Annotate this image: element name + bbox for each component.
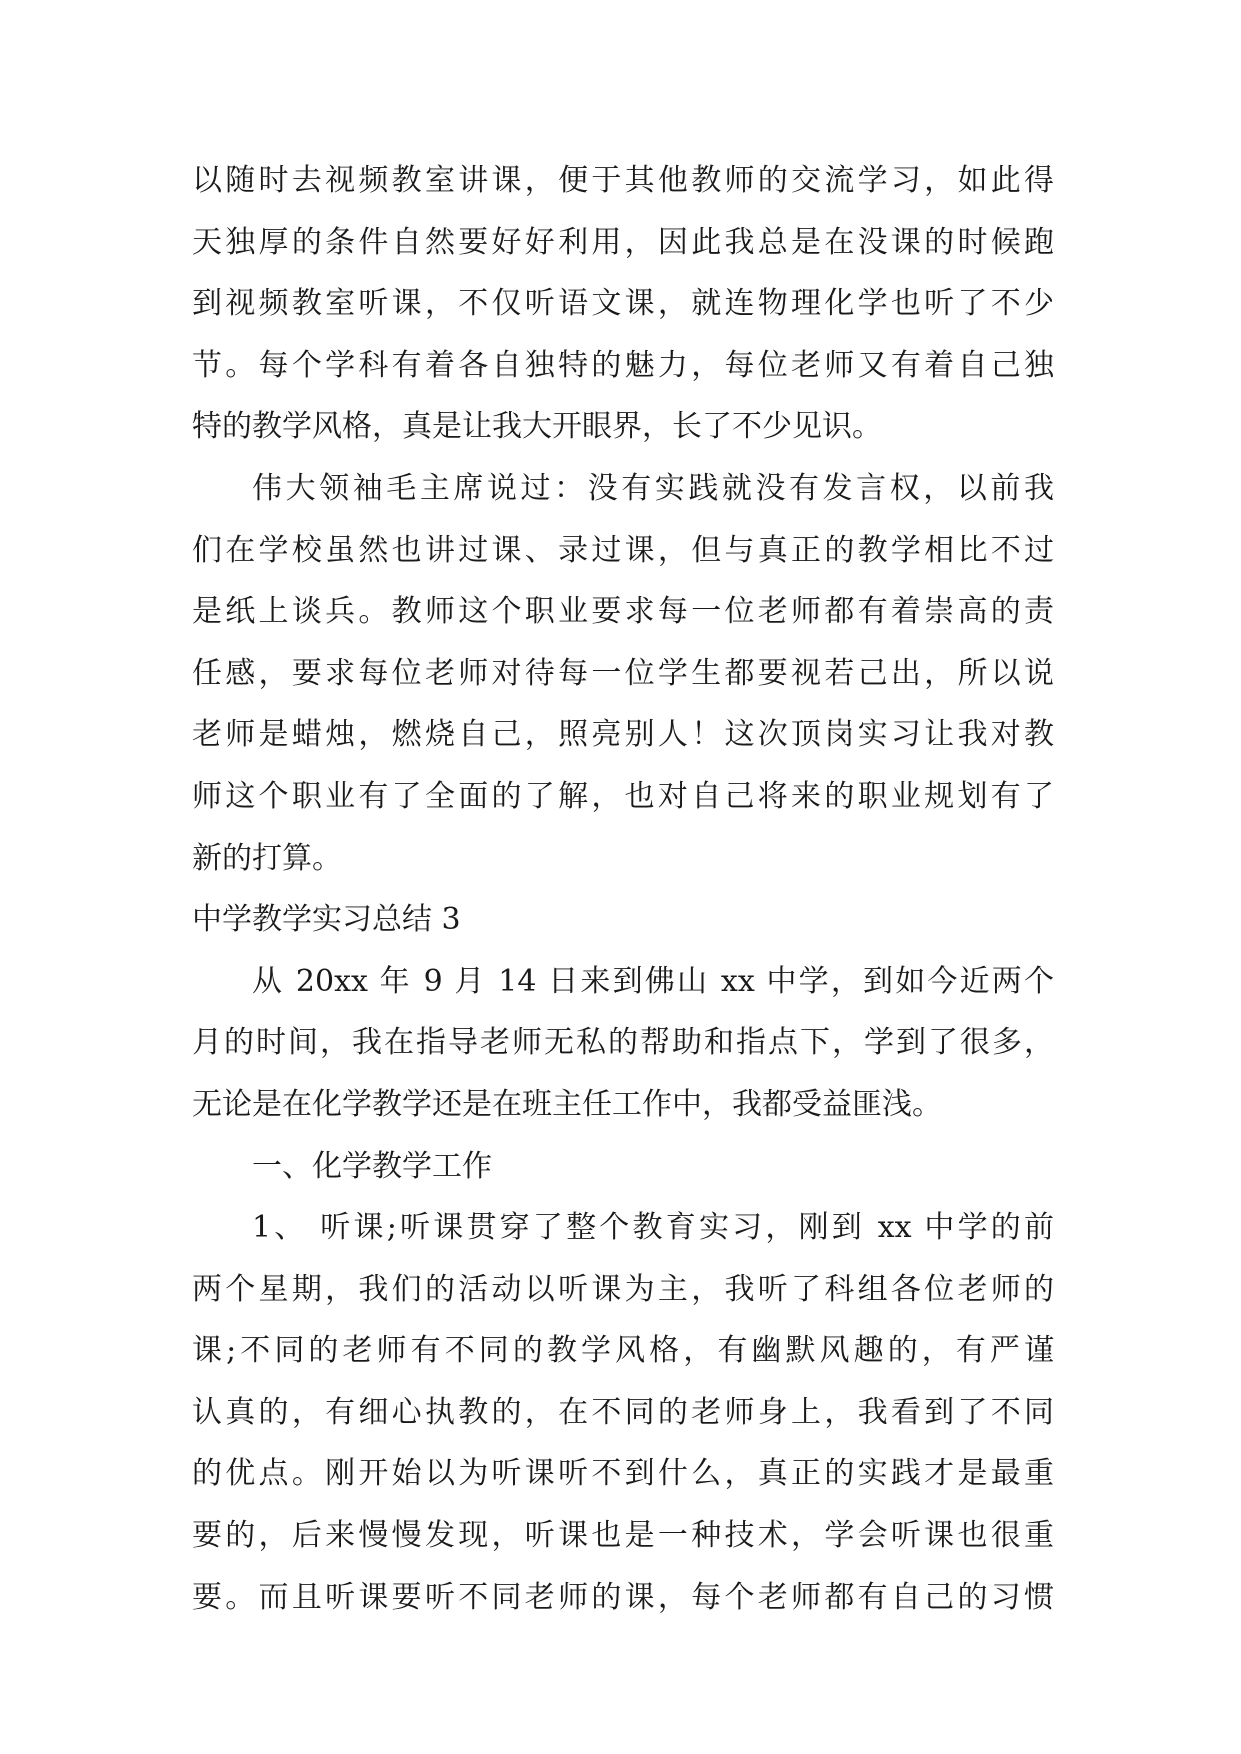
text-line: 从 20xx 年 9 月 14 日来到佛山 xx 中学，到如今近两个: [252, 963, 1054, 999]
section-heading: 中学教学实习总结 3: [192, 902, 461, 938]
text-line: 要。而且听课要听不同老师的课，每个老师都有自己的习惯: [192, 1579, 1054, 1615]
text-line: 以随时去视频教室讲课，便于其他教师的交流学习，如此得: [192, 163, 1054, 198]
text-line: 节。每个学科有着各自独特的魅力，每位老师又有着自己独: [192, 347, 1054, 383]
paragraph: [192, 458, 1054, 889]
text-line: 到视频教室听课，不仅听语文课，就连物理化学也听了不少: [192, 286, 1054, 322]
paragraph: [192, 951, 1054, 1136]
text-line: 1、 听课;听课贯穿了整个教育实习，刚到 xx 中学的前: [252, 1210, 1054, 1246]
text-line: 无论是在化学教学还是在班主任工作中，我都受益匪浅。: [192, 1086, 942, 1122]
text-line: 是纸上谈兵。教师这个职业要求每一位老师都有着崇高的责: [192, 594, 1054, 630]
paragraph: [192, 150, 1054, 458]
subheading: [192, 1136, 1054, 1198]
text-line: 两个星期，我们的活动以听课为主，我听了科组各位老师的: [192, 1271, 1054, 1307]
text-line: 老师是蜡烛，燃烧自己，照亮别人！这次顶岗实习让我对教: [192, 717, 1054, 753]
text-line: 要的，后来慢慢发现，听课也是一种技术，学会听课也很重: [192, 1518, 1054, 1554]
text-line: 的优点。刚开始以为听课听不到什么，真正的实践才是最重: [192, 1456, 1054, 1492]
paragraph: [192, 1197, 1054, 1628]
subheading-line: 一、化学教学工作: [252, 1148, 492, 1184]
text-line: 们在学校虽然也讲过课、录过课，但与真正的教学相比不过: [192, 532, 1054, 568]
text-line: 新的打算。: [192, 840, 342, 876]
text-line: 课;不同的老师有不同的教学风格，有幽默风趣的，有严谨: [192, 1333, 1054, 1369]
document-page: [192, 150, 1054, 1628]
text-line: 伟大领袖毛主席说过：没有实践就没有发言权，以前我: [252, 470, 1054, 506]
text-line: 认真的，有细心执教的，在不同的老师身上，我看到了不同: [192, 1394, 1054, 1430]
text-line: 月的时间，我在指导老师无私的帮助和指点下，学到了很多，: [192, 1025, 1054, 1061]
text-line: 天独厚的条件自然要好好利用，因此我总是在没课的时候跑: [192, 224, 1054, 260]
text-line: 任感，要求每位老师对待每一位学生都要视若己出，所以说: [192, 655, 1054, 691]
text-line: 师这个职业有了全面的了解，也对自己将来的职业规划有了: [192, 778, 1054, 814]
text-line: 特的教学风格，真是让我大开眼界，长了不少见识。: [192, 409, 882, 445]
